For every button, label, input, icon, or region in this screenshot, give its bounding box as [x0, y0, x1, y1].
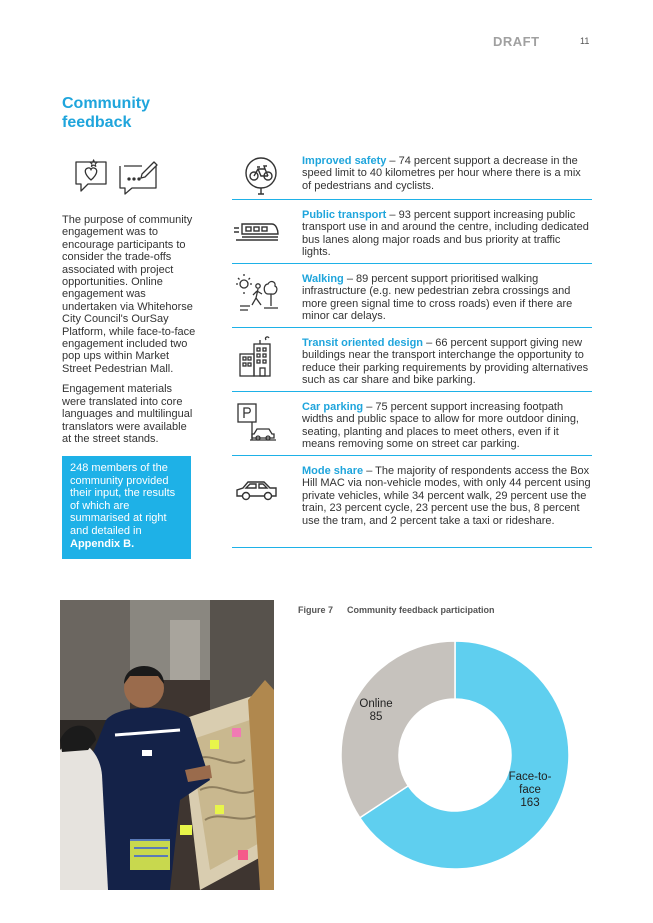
figure-title: Community feedback participation — [347, 605, 495, 615]
figure-caption — [298, 605, 495, 615]
feedback-item-mode-share — [232, 456, 592, 548]
bicycle-icon — [238, 150, 284, 196]
feedback-body: – 75 percent support increasing footpath widths and public space to allow for more outdoor dining, seating, planting and places to meet others, even if it means removing some on street car parking. — [302, 401, 579, 451]
feedback-text — [302, 328, 592, 387]
appendix-link[interactable]: Appendix B. — [70, 537, 135, 550]
page-number: 11 — [580, 36, 590, 46]
train-icon — [234, 208, 280, 254]
intro-paragraph-1: The purpose of community engagement was to encourage participants to consider the trade-offs associated with project opportunities. Online engagement was undertaken via Whitehorse City Council's OurSay Platform, while face-to-face engagement included two pop ups within Market Street Pedestrian Mall. — [62, 214, 196, 375]
feedback-item-safety — [232, 146, 592, 200]
intro-text — [62, 214, 197, 453]
feedback-text — [302, 456, 592, 527]
feedback-body: – 74 percent support a decrease in the speed limit to 40 kilometres per hour where there is a mix of pedestrians and cyclists. — [302, 155, 581, 192]
feedback-item-car-parking — [232, 392, 592, 456]
walking-icon — [234, 272, 280, 318]
parking-icon — [236, 400, 282, 446]
feedback-label: Improved safety — [302, 155, 387, 167]
feedback-label: Car parking — [302, 401, 364, 413]
intro-paragraph-2: Engagement materials were translated into core languages and multilingual translators were available at the street stands. — [62, 383, 193, 445]
feedback-label: Mode share — [302, 465, 364, 477]
feedback-label: Transit oriented design — [302, 337, 424, 349]
feedback-text — [302, 392, 592, 451]
section-title — [62, 94, 182, 132]
feedback-text — [302, 146, 592, 192]
car-icon — [234, 468, 280, 514]
donut-slice-online — [341, 641, 455, 818]
feedback-text — [302, 264, 592, 323]
section-title-line1: Community — [62, 95, 150, 112]
section-title-line2: feedback — [62, 114, 132, 131]
buildings-icon — [236, 334, 282, 380]
figure-number: Figure 7 — [298, 605, 334, 615]
feedback-body: – 66 percent support giving new buildings near the transport interchange the opportunity to reduce their parking requirements by providing alternatives such as car share and bike parking. — [302, 337, 589, 387]
draft-watermark: DRAFT — [493, 34, 540, 49]
feedback-item-public-transport — [232, 200, 592, 264]
feedback-body: – 89 percent support prioritised walking infrastructure (e.g. new pedestrian zebra crossings and more green signal time to cross roads) even if there are minor car delays. — [302, 273, 573, 323]
feedback-item-walking — [232, 264, 592, 328]
feedback-list — [232, 146, 592, 548]
feedback-text — [302, 200, 592, 259]
donut-label-online: Online 85 — [359, 698, 393, 723]
feedback-item-transit-oriented-design — [232, 328, 592, 392]
community-engagement-photo — [60, 600, 274, 890]
feedback-body: – 93 percent support increasing public transport use in and around the centre, including dedicated bus lanes along major roads and bus priority at traffic lights. — [302, 209, 589, 259]
participation-callout — [62, 456, 191, 559]
chat-bubbles-icon — [72, 158, 162, 198]
donut-label-face-to-face: Face-to-face 163 — [508, 771, 552, 809]
feedback-label: Walking — [302, 273, 344, 285]
feedback-label: Public transport — [302, 209, 387, 221]
callout-text: 248 members of the community provided their input, the results of which are summarised at right and detailed in — [70, 462, 176, 537]
participation-donut-chart — [330, 630, 580, 880]
feedback-body: – The majority of respondents access the Box Hill MAC via non-vehicle modes, with only 44 percent using private vehicles, while 34 percent walk, 29 percent use the train, 23 percent cycle, 23 percent use the bus, 8 percent use the tram, and 2 percent take a taxi or rideshare. — [302, 465, 591, 527]
